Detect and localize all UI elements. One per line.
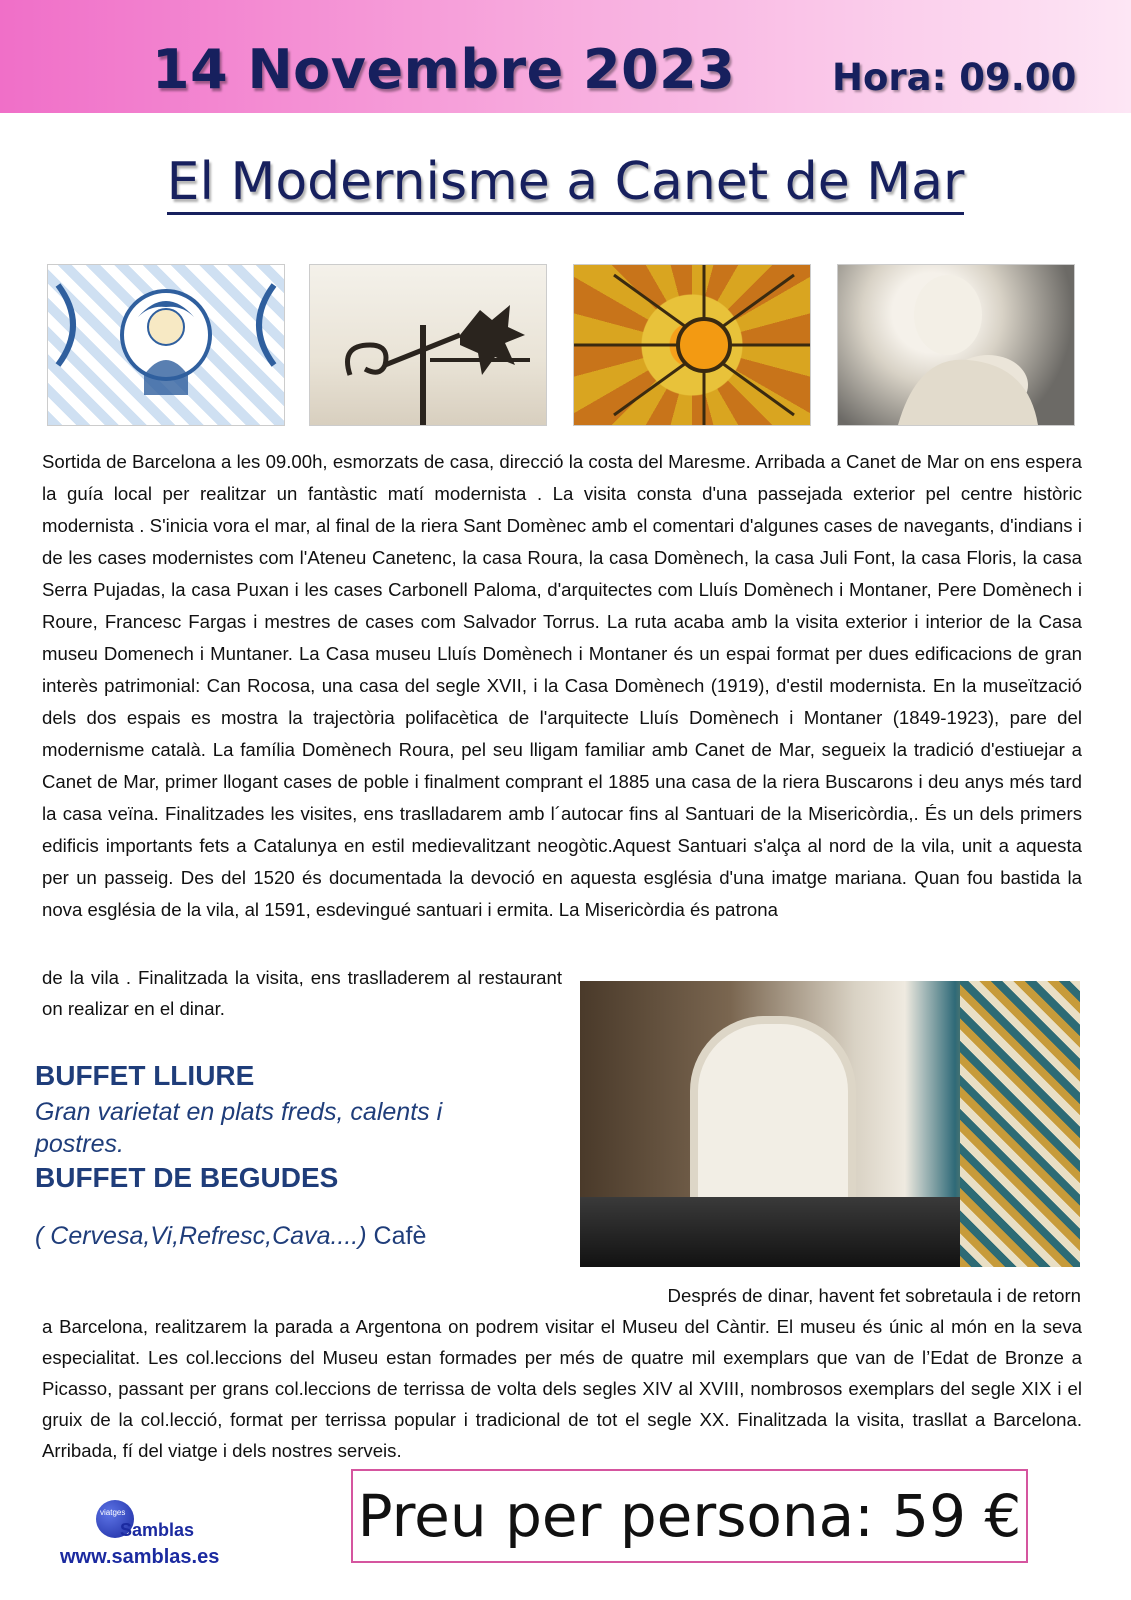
logo-brand-name: Samblas: [120, 1520, 195, 1540]
buffet-description: Gran varietat en plats freds, calents i postres.: [35, 1098, 443, 1158]
event-time: Hora: 09.00: [832, 56, 1077, 99]
sculpture-illustration: [838, 265, 1074, 425]
stained-glass-illustration: [574, 265, 810, 425]
page-title-text: El Modernisme a Canet de Mar: [167, 152, 965, 215]
afternoon-intro: Després de dinar, havent fet sobretaula i de retorn: [667, 1285, 1081, 1306]
logo-small-text: viatges: [100, 1508, 126, 1517]
tile-illustration: [48, 265, 284, 425]
iron-dragon-illustration: [310, 265, 546, 425]
afternoon-paragraph: a Barcelona, realitzarem la parada a Argentona on podrem visitar el Museu del Càntir. El museu és únic al món en la seva especialitat. Les col.leccions del Museu estan formades per més de quatre mil exemplars que van de l’Edat de Bronze a Picasso, passant per grans col.leccions de terrissa de volta dels segles XIV al XVIII, nombrosos exemplars del segle XIX i el gruix de la col.lecció, format per terrissa popular i tradicional de tot el segle XX. Finalitzada la visita, trasllat a Barcelona. Arribada, fí del viatge i dels nostres serveis.: [42, 1316, 1082, 1461]
photo-stained-glass: [573, 264, 811, 426]
price-box: [351, 1469, 1028, 1563]
itinerary-paragraph: Sortida de Barcelona a les 09.00h, esmorzats de casa, direcció la costa del Maresme. Arribada a Canet de Mar on ens espera la guía local per realitzar un fantàstic matí modernista . La visita consta d'una passejada exterior pel centre històric modernista . S'inicia vora el mar, al final de la riera Sant Domènec amb el comentari d'algunes cases de navegants, d'indians i de les cases modernistes com l'Ateneu Canetenc, la casa Roura, la casa Domènech, la casa Juli Font, la casa Floris, la casa Serra Pujadas, la casa Puxan i les cases Carbonell Paloma, d'arquitectes com Lluís Domènech i Montaner, Pere Domènech i Roure, Francesc Fargas i mestres de cases com Salvador Torrus. La ruta acaba amb la visita exterior i interior de la Casa museu Domenech i Muntaner. La Casa museu Lluís Domènech i Montaner és un espai format per dues edificacions de gran interès patrimonial: Can Rocosa, una casa del segle XVII, i la Casa Domènech (1919), d'estil modernista. En la museïtzació dels dos espais es mostra la trajectòria polifacètica de l'arquitecte Lluís Domènech i Montaner (1849-1923), pare del modernisme català. La família Domènech Roura, pel seu lligam familiar amb Canet de Mar, segueix la tradició d'estiuejar a Canet de Mar, primer llogant cases de poble i finalment comprant el 1885 una casa de la riera Buscarons i deu anys més tard la casa veïna. Finalitzades les visites, ens traslladarem amb l´autocar fins al Santuari de la Misericòrdia,. És un dels primers edificis importants fets a Catalunya en estil medievalitzant neogòtic.Aquest Santuari s'alça al nord de la vila, unit a aquesta per un passeig. Des del 1520 és documentada la devoció en aquesta església d'una imatge mariana. Quan fou bastida la nova església de la vila, al 1591, esdevingué santuari i ermita. La Misericòrdia és patrona: [42, 451, 1082, 920]
kitchen-tile-wall: [960, 981, 1080, 1267]
buffet-title: BUFFET LLIURE: [35, 1060, 255, 1091]
drinks-description: [35, 1220, 426, 1252]
photo-kitchen: [580, 981, 1080, 1267]
page-title: [0, 152, 1131, 212]
drinks-list: ( Cervesa,Vi,Refresc,Cava....): [35, 1222, 367, 1250]
photo-marble-sculpture: [837, 264, 1075, 426]
samblas-logo[interactable]: [60, 1500, 230, 1570]
itinerary-paragraph-end: de la vila . Finalitzada la visita, ens traslladerem al restaurant on realizar en el dinar.: [42, 967, 562, 1019]
photo-tile-art-nouveau: [47, 264, 285, 426]
drinks-title: BUFFET DE BEGUDES: [35, 1162, 339, 1193]
price-text: Preu per persona: 59 €: [357, 1482, 1022, 1550]
kitchen-counter: [580, 1197, 960, 1267]
event-date: 14 Novembre 2023: [152, 38, 736, 101]
drinks-cafe: Cafè: [373, 1222, 427, 1250]
photo-wrought-iron: [309, 264, 547, 426]
website-link[interactable]: www.samblas.es: [60, 1546, 220, 1568]
